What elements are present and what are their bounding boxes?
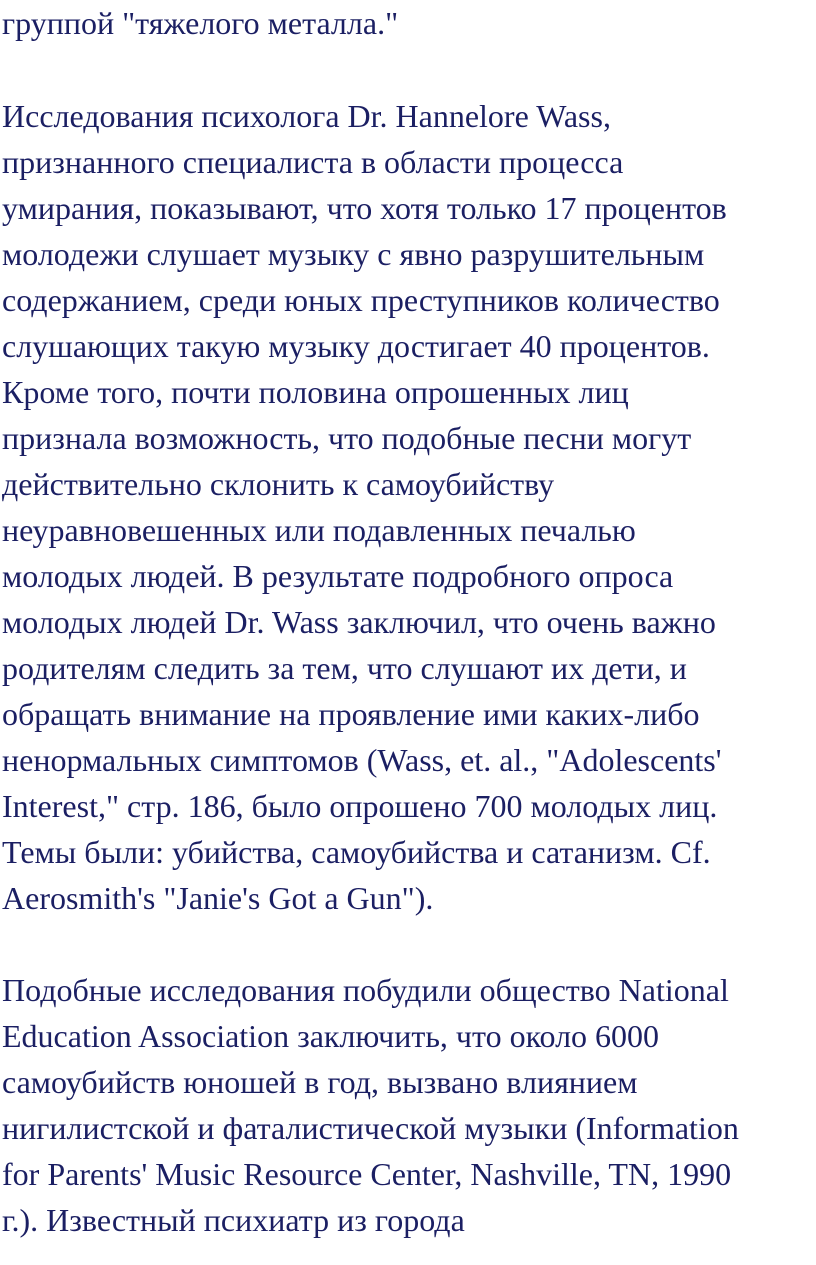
text-line: неуравновешенных или подавленных печалью: [2, 512, 636, 548]
text-line: for Parents' Music Resource Center, Nashville, TN, 1990: [2, 1156, 732, 1192]
text-line: Aerosmith's "Janie's Got a Gun").: [2, 880, 434, 916]
text-line: нигилистской и фаталистической музыки (Information: [2, 1110, 739, 1146]
text-line: обращать внимание на проявление ими каких-либо: [2, 696, 700, 732]
text-line: молодых людей. В результате подробного опроса: [2, 558, 674, 594]
text-line: действительно склонить к самоубийству: [2, 466, 555, 502]
text-line: группой "тяжелого металла.": [2, 5, 399, 41]
text-line: Подобные исследования побудили общество National: [2, 972, 729, 1008]
text-line: самоубийств юношей в год, вызвано влиянием: [2, 1064, 638, 1100]
text-line: родителям следить за тем, что слушают их дети, и: [2, 650, 687, 686]
text-line: г.). Известный психиатр из города: [2, 1202, 465, 1238]
text-line: признала возможность, что подобные песни могут: [2, 420, 692, 456]
text-line: Исследования психолога Dr. Hannelore Wass,: [2, 98, 611, 134]
text-line: признанного специалиста в области процесса: [2, 144, 624, 180]
text-line: молодежи слушает музыку с явно разрушительным: [2, 236, 705, 272]
text-line: Education Association заключить, что около 6000: [2, 1018, 660, 1054]
text-line: Interest," стр. 186, было опрошено 700 молодых лиц.: [2, 788, 718, 824]
text-line: ненормальных симптомов (Wass, et. al., "Adolescents': [2, 742, 722, 778]
text-line: молодых людей Dr. Wass заключил, что очень важно: [2, 604, 716, 640]
text-line: умирания, показывают, что хотя только 17 процентов: [2, 190, 727, 226]
text-line: слушающих такую музыку достигает 40 процентов.: [2, 328, 710, 364]
text-line: содержанием, среди юных преступников количество: [2, 282, 720, 318]
text-line: Темы были: убийства, самоубийства и сатанизм. Cf.: [2, 834, 711, 870]
text-line: Кроме того, почти половина опрошенных лиц: [2, 374, 629, 410]
